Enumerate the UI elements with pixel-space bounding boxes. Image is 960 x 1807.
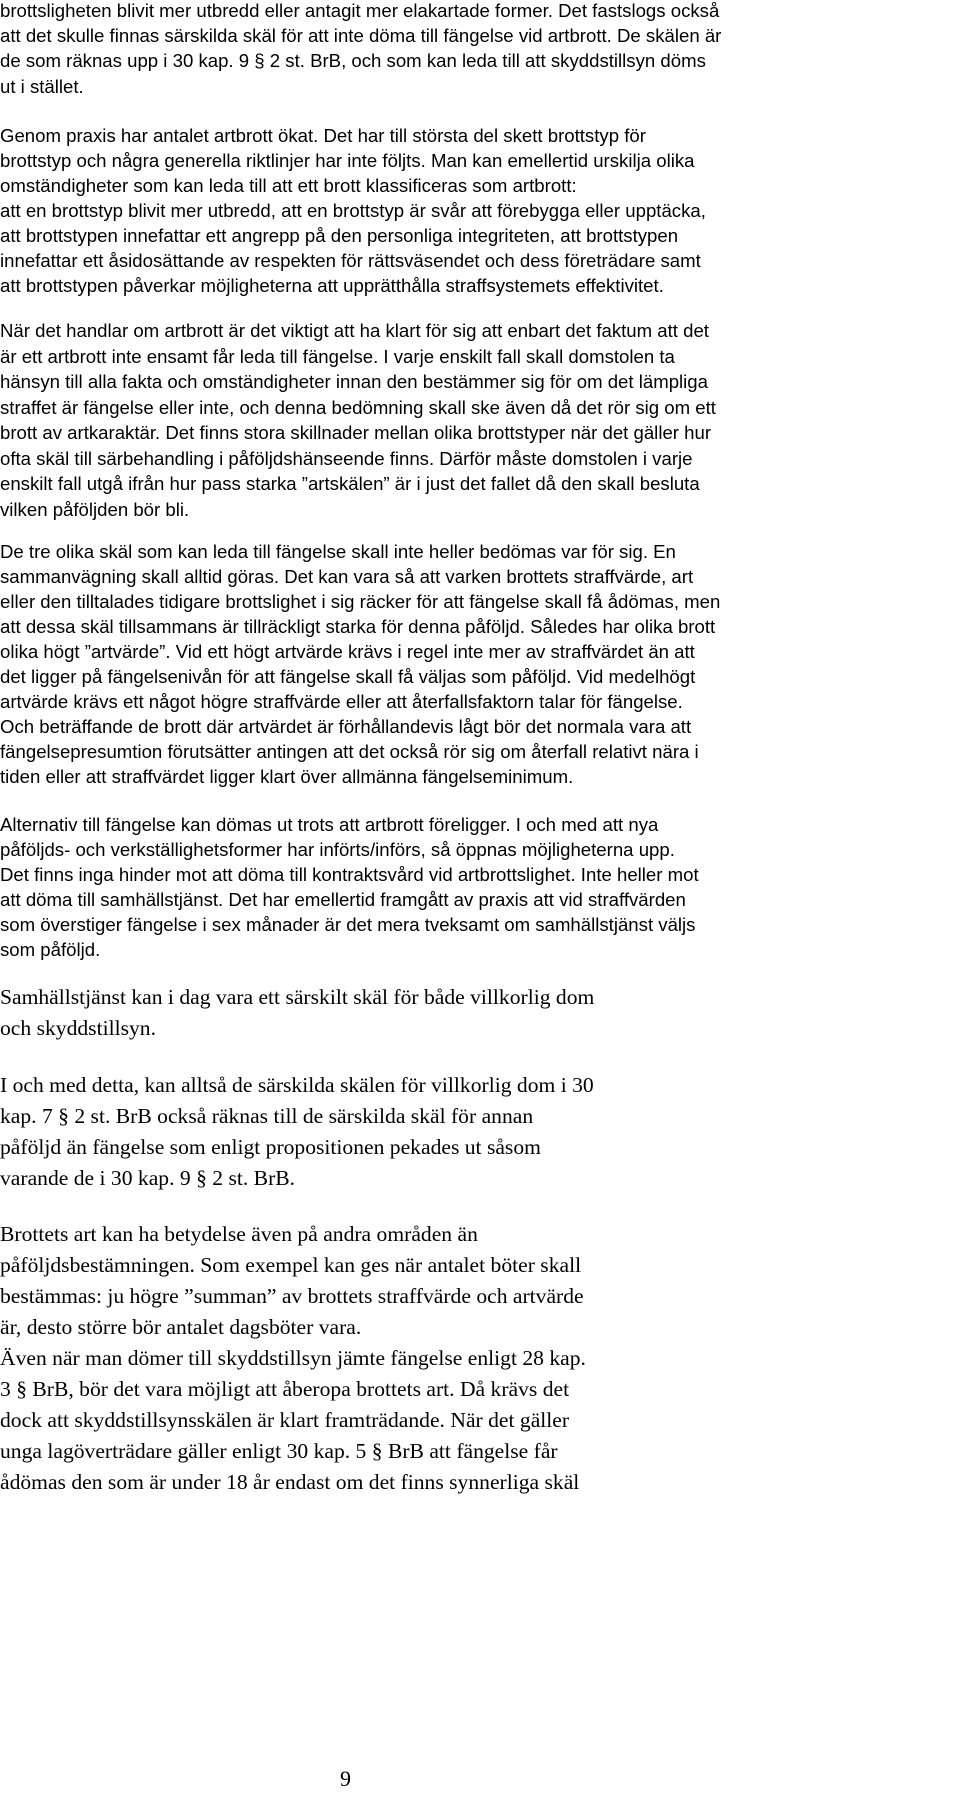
text-line: att döma till samhällstjänst. Det har emellertid framgått av praxis att vid straffvärden bbox=[0, 889, 686, 910]
text-line: 3 § BrB, bör det vara möjligt att åberopa brottets art. Då krävs det bbox=[0, 1377, 570, 1401]
text-line: unga lagöverträdare gäller enligt 30 kap. 5 § BrB att fängelse får bbox=[0, 1439, 558, 1463]
text-line: När det handlar om artbrott är det viktigt att ha klart för sig att enbart det faktum att det bbox=[0, 320, 709, 341]
text-line: och skyddstillsyn. bbox=[0, 1016, 156, 1040]
text-line: Och beträffande de brott där artvärdet är förhållandevis lågt bör det normala vara att bbox=[0, 716, 692, 737]
text-line: Alternativ till fängelse kan dömas ut trots att artbrott föreligger. I och med att nya bbox=[0, 814, 659, 835]
text-line: brott av artkaraktär. Det finns stora skillnader mellan olika brottstyper när det gäller hur bbox=[0, 422, 712, 443]
text-line: att det skulle finnas särskilda skäl för att inte döma till fängelse vid artbrott. De skälen är bbox=[0, 25, 722, 46]
text-line: är ett artbrott inte ensamt får leda till fängelse. I varje enskilt fall skall domstolen ta bbox=[0, 346, 675, 367]
text-line: Brottets art kan ha betydelse även på andra områden än bbox=[0, 1222, 478, 1246]
text-line: att dessa skäl tillsammans är tillräckligt starka för denna påföljd. Således har olika brott bbox=[0, 616, 716, 637]
text-line: att brottstypen innefattar ett angrepp på den personliga integriteten, att brottstypen bbox=[0, 225, 679, 246]
text-line: olika högt ”artvärde”. Vid ett högt artvärde krävs i regel inte mer av straffvärdet än att bbox=[0, 641, 695, 662]
text-line: som påföljd. bbox=[0, 939, 101, 960]
text-line: ofta skäl till särbehandling i påföljdshänseende finns. Därför måste domstolen i varje bbox=[0, 448, 693, 469]
text-line: I och med detta, kan alltså de särskilda skälen för villkorlig dom i 30 bbox=[0, 1073, 594, 1097]
text-line: Det finns inga hinder mot att döma till kontraktsvård vid artbrottslighet. Inte heller mot bbox=[0, 864, 699, 885]
text-line: bestämmas: ju högre ”summan” av brottets straffvärde och artvärde bbox=[0, 1284, 584, 1308]
text-line: påföljds- och verkställighetsformer har införts/införs, så öppnas möjligheterna upp. bbox=[0, 839, 675, 860]
text-line: artvärde krävs ett något högre straffvärde eller att återfallsfaktorn talar för fängelse. bbox=[0, 691, 683, 712]
text-line: ådömas den som är under 18 år endast om det finns synnerliga skäl bbox=[0, 1470, 580, 1494]
text-line: tiden eller att straffvärdet ligger klart över allmänna fängelseminimum. bbox=[0, 766, 574, 787]
text-line: straffet är fängelse eller inte, och denna bedömning skall ske även då det rör sig om ett bbox=[0, 397, 716, 418]
text-line: att en brottstyp blivit mer utbredd, att en brottstyp är svår att förebygga eller upptäcka, bbox=[0, 200, 706, 221]
text-line: fängelsepresumtion förutsätter antingen att det också rör sig om återfall relativt nära i bbox=[0, 741, 699, 762]
text-line: Även när man dömer till skyddstillsyn jämte fängelse enligt 28 kap. bbox=[0, 1346, 586, 1370]
text-line: brottstyp och några generella riktlinjer har inte följts. Man kan emellertid urskilja olika bbox=[0, 150, 695, 171]
text-line: innefattar ett åsidosättande av respekten för rättsväsendet och dess företrädare samt bbox=[0, 250, 701, 271]
text-line: påföljd än fängelse som enligt propositionen pekades ut såsom bbox=[0, 1135, 541, 1159]
text-line: att brottstypen påverkar möjligheterna att upprätthålla straffsystemets effektivitet. bbox=[0, 275, 664, 296]
text-line: brottsligheten blivit mer utbredd eller antagit mer elakartade former. Det fastslogs också bbox=[0, 0, 720, 21]
page-number: 9 bbox=[340, 1766, 351, 1791]
text-line: hänsyn till alla fakta och omständigheter innan den bestämmer sig för om det lämpliga bbox=[0, 371, 708, 392]
text-line: dock att skyddstillsynsskälen är klart framträdande. När det gäller bbox=[0, 1408, 570, 1432]
text-line: vilken påföljden bör bli. bbox=[0, 499, 190, 520]
text-line: kap. 7 § 2 st. BrB också räknas till de särskilda skäl för annan bbox=[0, 1104, 534, 1128]
text-line: påföljdsbestämningen. Som exempel kan ges när antalet böter skall bbox=[0, 1253, 582, 1277]
text-line: Genom praxis har antalet artbrott ökat. Det har till största del skett brottstyp för bbox=[0, 125, 646, 146]
text-line: som överstiger fängelse i sex månader är det mera tveksamt om samhällstjänst väljs bbox=[0, 914, 696, 935]
text-line: sammanvägning skall alltid göras. Det kan vara så att varken brottets straffvärde, art bbox=[0, 566, 694, 587]
text-line: varande de i 30 kap. 9 § 2 st. BrB. bbox=[0, 1166, 296, 1190]
text-line: eller den tilltalades tidigare brottslighet i sig räcker för att fängelse skall få ådömas, men bbox=[0, 591, 721, 612]
text-line: det ligger på fängelsenivån för att fängelse skall få väljas som påföljd. Vid medelhögt bbox=[0, 666, 696, 687]
text-line: enskilt fall utgå ifrån hur pass starka ”artskälen” är i just det fallet då den skall besluta bbox=[0, 473, 700, 494]
text-line: De tre olika skäl som kan leda till fängelse skall inte heller bedömas var för sig. En bbox=[0, 541, 676, 562]
text-line: omständigheter som kan leda till att ett brott klassificeras som artbrott: bbox=[0, 175, 577, 196]
text-line: är, desto större bör antalet dagsböter vara. bbox=[0, 1315, 362, 1339]
text-line: Samhällstjänst kan i dag vara ett särskilt skäl för både villkorlig dom bbox=[0, 985, 595, 1009]
text-line: ut i stället. bbox=[0, 76, 84, 97]
text-line: de som räknas upp i 30 kap. 9 § 2 st. BrB, och som kan leda till att skyddstillsyn döms bbox=[0, 50, 706, 71]
